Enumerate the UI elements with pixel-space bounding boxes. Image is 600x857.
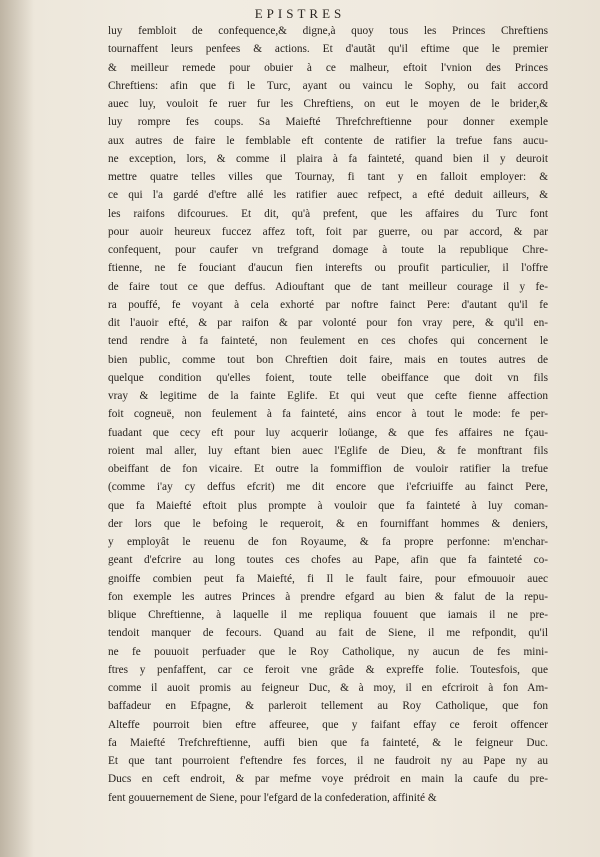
text-line: & meilleur remede pour obuier à ce malheur, eftoit l'vnion des Princes <box>108 61 548 74</box>
text-line: fent gouuernement de Siene, pour l'efgard de la confederation, affinité & <box>108 791 437 804</box>
text-line: mettre quatre telles villes que Tournay, fi tant y en falloit employer: & <box>108 171 548 183</box>
text-line: bien public, comme tout bon Chreftien doit faire, mais en toutes autres de <box>108 353 548 366</box>
text-line: fuadant que cecy eft pour luy acquerir loüange, & que fes affaires ne fçau- <box>108 426 548 439</box>
text-line: comme il auoit promis au feigneur Duc, & à moy, il en efcriroit à fon Am- <box>108 682 548 694</box>
text-line: ftres y penfaffent, car ce feroit vne grâde & expreffe folie. Toutesfois, que <box>108 663 548 676</box>
text-line: der lors que le befoing le requeroit, & en fourniffant hommes & deniers, <box>108 517 548 530</box>
text-line: Ducs en ceft endroit, & par mefme voye prédroit en main la caufe du pre- <box>108 773 548 786</box>
text-line: ce qui l'a gardé d'eftre allé les ratifier auec refpect, a efté deduit ailleurs, & <box>108 189 548 202</box>
text-line: tournaffent leurs penfees & actions. Et d'autãt qu'il eftime que le premier <box>108 43 548 56</box>
text-line: y employât le reuenu de fon Royaume, & fa propre perfonne: m'enchar- <box>108 536 548 548</box>
text-line: (comme i'ay cy deffus efcrit) me dit encore que i'efcriuiffe au fainct Pere, <box>108 481 548 494</box>
text-line: vray & legitime de la fainte Eglife. Et qui veut que cefte fienne affection <box>108 390 548 402</box>
text-line: fa Maiefté Trefchreftienne, auffi bien que fa fainteté, & le feigneur Duc. <box>108 736 548 749</box>
text-line: Chreftiens: afin que fi le Turc, ayant ou vaincu le Sophy, ou fait accord <box>108 79 548 92</box>
gutter-shadow <box>0 0 34 857</box>
text-line: auec luy, vouloit fe ruer fur les Chreftiens, on eut le moyen de le brider,& <box>108 98 548 110</box>
text-line: geant d'efcrire au long toutes ces chofes au Pape, afin que fa fainteté co- <box>108 554 548 567</box>
text-line: roient mal aller, luy eftant bien auec l'Eglife de Dieu, & fe monftrant fils <box>108 444 548 457</box>
text-line: ne exception, lors, & comme il plaira à fa fainteté, quand bien il y deuroit <box>108 152 548 165</box>
text-line: baffadeur en Efpagne, & parleroit tellement au Roy Catholique, que fon <box>108 700 548 713</box>
text-line: fon exemple les autres Princes à prendre efgard au bien & falut de la repu- <box>108 590 548 603</box>
text-line: luy fembloit de confequence,& digne,à quoy tous les Princes Chreftiens <box>108 25 548 37</box>
text-line: confequent, pour caufer vn trefgrand domage à toute la republique Chre- <box>108 244 548 256</box>
text-line: tendoit manquer de fecours. Quand au fait de Siene, il me refpondit, qu'il <box>108 627 548 640</box>
text-line: dit l'auoir efté, & par raifon & par volonté pour fon vray pere, & qu'il en- <box>108 317 548 329</box>
text-line: tend rendre à fa fainteté, non feulement en ces chofes qui concernent le <box>108 335 548 348</box>
text-line: ne fe pouuoit perfuader que le Roy Catholique, ny aucun de fes mini- <box>108 645 548 658</box>
body-text <box>108 22 548 807</box>
text-line: gnoiffe combien peut fa Maiefté, fi Il le fault faire, pour efmouuoir auec <box>108 572 548 585</box>
text-line: luy rompre fes coups. Sa Maiefté Threfchreftienne pour donner exemple <box>108 116 548 129</box>
text-line: aux autres de faire le femblable eft contente de ratifier la trefue fans aucu- <box>108 134 548 147</box>
text-line: pour auoir heureux fuccez affez toft, foit par guerre, ou par accord, & par <box>108 225 548 238</box>
text-line: quelque condition qu'elles foient, toute telle obeiffance que doit vn fils <box>108 371 548 384</box>
text-line: Et que tant pourroient f'eftendre fes forces, il ne faudroit ny au Pape ny au <box>108 755 548 767</box>
text-line: ra pouffé, fe voyant à cela exhorté par noftre fainct Pere: d'autant qu'il fe <box>108 298 548 311</box>
text-line: foit cogneuë, non feulement à fa fainteté, ains encor à tout le mode: fe per- <box>108 408 548 421</box>
text-line: les raifons difcourues. Et dit, qu'à prefent, que les affaires du Turc font <box>108 207 548 220</box>
text-line: Alteffe pourroit bien eftre affeuree, que y faifant effay ce feroit offencer <box>108 718 548 731</box>
running-title: EPISTRES <box>254 6 346 21</box>
text-line: blique Chreftienne, à laquelle il me repliqua fouuent que iamais il ne pre- <box>108 609 548 621</box>
text-line: de faire tout ce que deffus. Adiouftant que de tant meilleur courage il y fe- <box>108 280 548 293</box>
text-line: ftienne, ne fe fouciant d'aucun fien interefts ou proufit particulier, il l'offre <box>108 262 548 275</box>
text-line: obeiffant de fon vicaire. Et outre la fommiffion de vouloir ratifier la trefue <box>108 463 548 475</box>
text-line: que fa Maiefté eftoit plus prompte à vouloir que fa fainteté à luy coman- <box>108 499 548 512</box>
